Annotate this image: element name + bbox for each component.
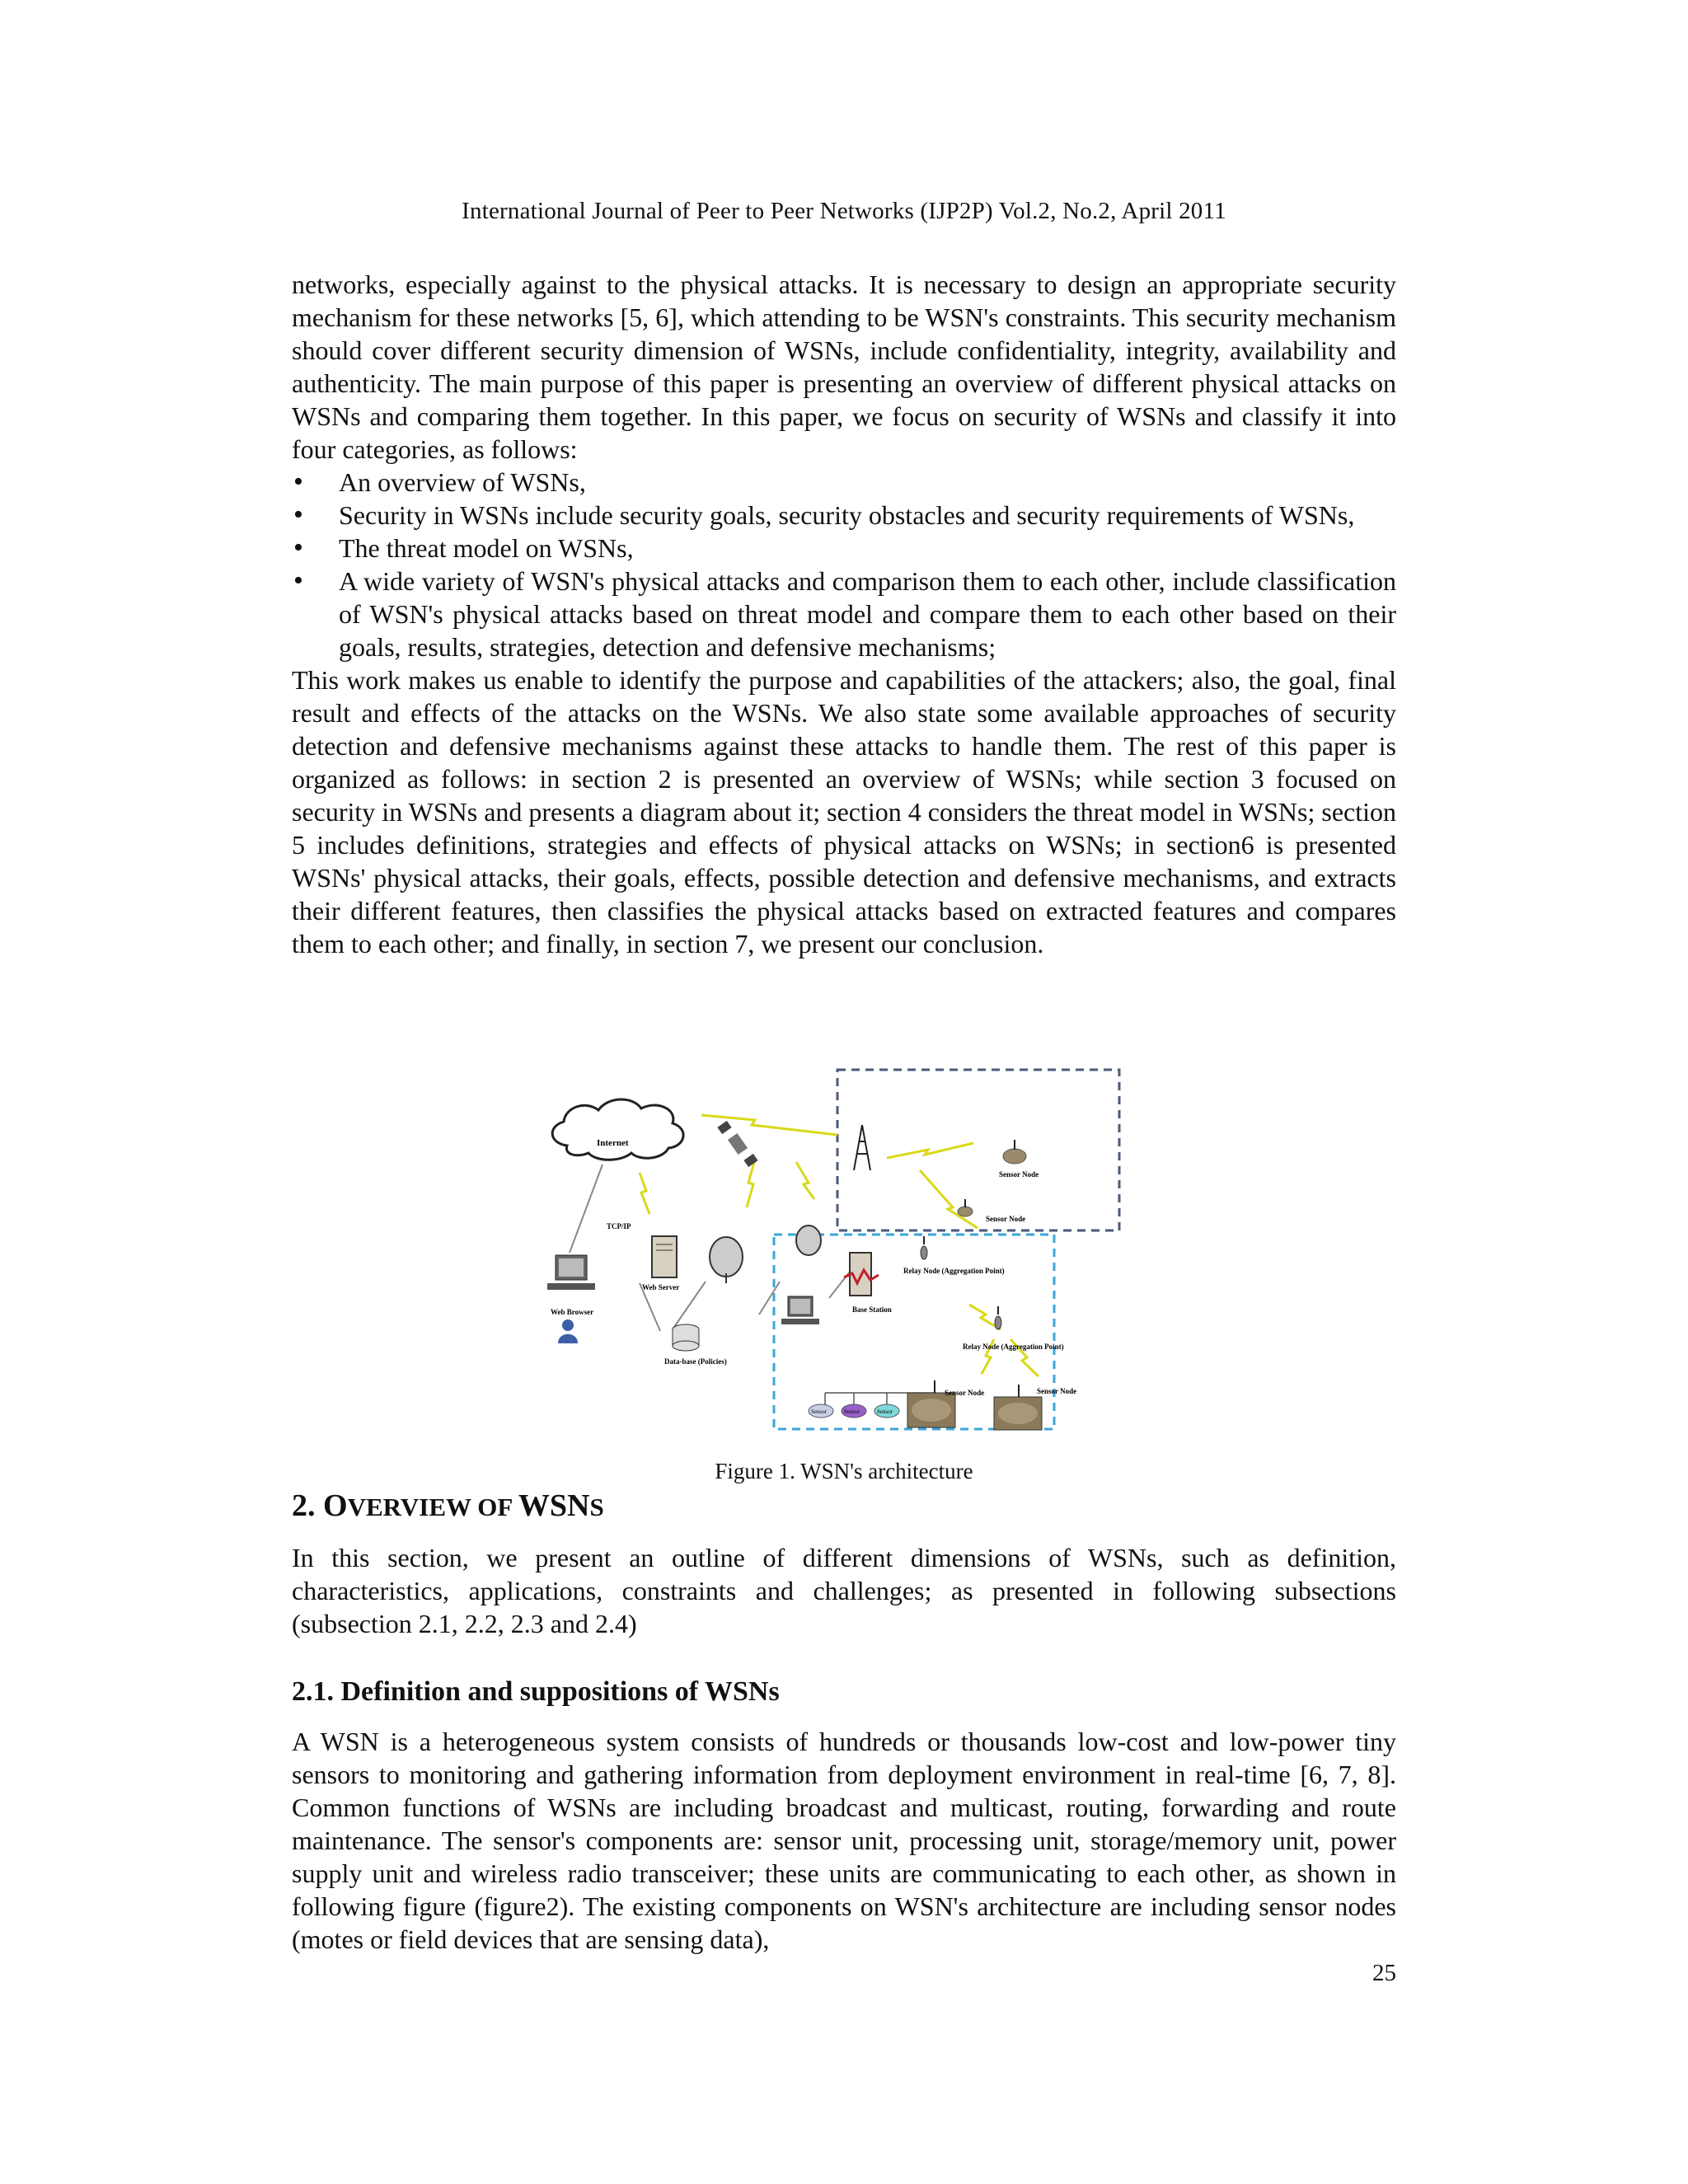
internet-label: Internet [597,1138,629,1148]
user-icon [558,1319,578,1343]
satellite-dish-icon [796,1226,821,1255]
web-browser-label: Web Browser [551,1308,594,1316]
relay-node-label: Relay Node (Aggregation Point) [963,1343,1064,1351]
section-2-paragraph: In this section, we present an outline of different dimensions of WSNs, such as definition, characteristics, applications, constraints and challenges; as presented in following subsections (subsection 2.1, 2.2, 2.3 and 2.4) [292,1543,1396,1638]
list-item: • The threat model on WSNs, [292,532,1396,565]
section-2-1-paragraph: A WSN is a heterogeneous system consists of hundreds or thousands low-cost and low-power tiny sensors to monitoring and gathering information from deployment environment in real-time [6, 7, 8]. Common functions of WSNs are including broadcast and multicast, routing, forwarding and route maintenance. The sensor's components are: sensor unit, processing unit, storage/memory unit, power supply unit and wireless radio transceiver; these units are communicating to each other, as shown in following figure (figure2). The existing components on WSN's architecture are including sensor nodes (motes or field devices that are sensing data), [292,1727,1396,1954]
satellite-dish-icon [710,1237,743,1283]
intro-section [292,268,1396,960]
computer-icon [781,1296,819,1324]
database-label: Data-base (Policies) [664,1357,727,1366]
satellite-icon [717,1121,757,1167]
intro-paragraph: networks, especially against to the physical attacks. It is necessary to design an appropriate security mechanism for these networks [5, 6], which attending to be WSN's constraints. This security mechanism should cover different security dimension of WSNs, include confidentiality, integrity, availability and authenticity. The main purpose of this paper is presenting an overview of different physical attacks on WSNs and comparing them together. In this paper, we focus on security of WSNs and classify it into four categories, as follows: [292,269,1396,464]
sensor-node-label: Sensor Node [1037,1387,1077,1395]
wsn-architecture-diagram [541,1067,1124,1442]
wsn-architecture-figure [541,1067,1124,1442]
remote-field-region [837,1070,1119,1230]
sensor-node-photo-icon [907,1380,955,1427]
computer-icon [547,1255,595,1290]
section-heading [292,1488,604,1524]
sensor-pill-label: Sensor [877,1408,893,1415]
category-list [292,466,1396,663]
sensor-node-label: Sensor Node [986,1215,1026,1223]
intro-paragraph-2: This work makes us enable to identify the purpose and capabilities of the attackers; also, the goal, final result and effects of the attacks on the WSNs. We also state some available approaches of security detection and defensive mechanisms against these attacks to handle them. The rest of this paper is organized as follows: in section 2 is presented an overview of WSNs; while section 3 focused on security in WSNs and presents a diagram about it; section 4 considers the threat model in WSNs; section 5 includes definitions, strategies and effects of physical attacks on WSNs; in section6 is presented WSNs' physical attacks, their goals, effects, possible detection and defensive mechanisms, and extracts their different features, then classifies the physical attacks based on extracted features and compares them to each other; and finally, in section 7, we present our conclusion. [292,665,1396,958]
web-server-label: Web Server [642,1283,680,1291]
section-title-suffix: S [589,1493,604,1521]
sensor-pill-label: Sensor [844,1408,860,1415]
sensor-pill-label: Sensor [811,1408,828,1415]
sensor-node-photo-icon [994,1385,1042,1430]
sensor-node-label: Sensor Node [945,1389,985,1397]
section-2-1-body [292,1725,1396,1956]
section-2-body [292,1541,1396,1640]
database-icon [673,1324,699,1351]
sensor-node-icon [1003,1140,1026,1164]
base-station-label: Base Station [852,1305,892,1314]
relay-node-icon [921,1236,927,1259]
page-number: 25 [1372,1960,1396,1986]
subsection-heading: 2.1. Definition and suppositions of WSNs [292,1676,780,1707]
section-number: 2. [292,1488,323,1523]
list-item: • An overview of WSNs, [292,466,1396,499]
running-header: International Journal of Peer to Peer Networks (IJP2P) Vol.2, No.2, April 2011 [462,198,1226,224]
section-title-acronym: WSN [518,1488,590,1523]
sensor-node-label: Sensor Node [999,1170,1039,1179]
wireless-links [640,1115,1039,1376]
base-station-icon [844,1253,879,1296]
internet-cloud-icon [552,1099,683,1160]
server-icon [652,1236,677,1277]
tcpip-label: TCP/IP [607,1222,631,1230]
figure-caption: Figure 1. WSN's architecture [715,1459,973,1483]
sensor-node-icon [958,1199,973,1216]
radio-tower-icon [854,1125,870,1170]
section-title-smallcaps: VERVIEW OF [347,1493,518,1521]
relay-node-label: Relay Node (Aggregation Point) [903,1267,1005,1275]
section-title-initial: O [323,1488,348,1523]
relay-node-icon [995,1306,1001,1329]
list-item: • Security in WSNs include security goals, security obstacles and security requirements of WSNs, [292,499,1396,532]
list-item: • A wide variety of WSN's physical attacks and comparison them to each other, include classification of WSN's physical attacks based on threat model and compare them to each other based on their goals, results, strategies, detection and defensive mechanisms; [292,565,1396,663]
